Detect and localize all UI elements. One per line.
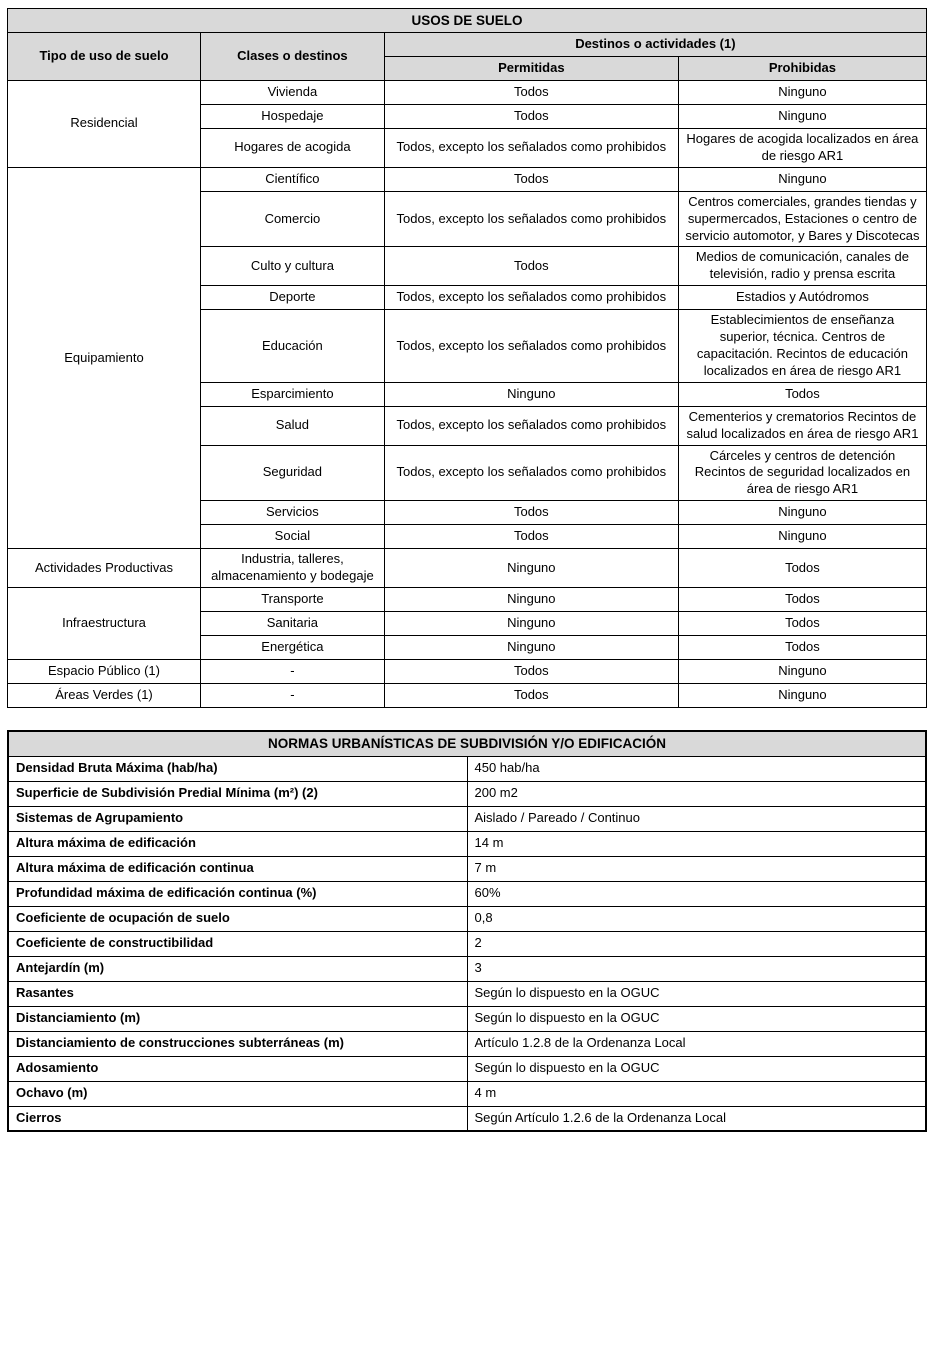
clase-cell: Educación — [200, 310, 384, 383]
header-destinos-actividades: Destinos o actividades (1) — [384, 33, 926, 57]
norma-label: Ochavo (m) — [8, 1081, 467, 1106]
clase-cell: Deporte — [200, 286, 384, 310]
page — [7, 8, 927, 1132]
table-row — [8, 956, 926, 981]
normas-title-row — [8, 731, 926, 756]
prohibidas-cell: Cárceles y centros de detención Recintos de seguridad localizados en área de riesgo AR1 — [678, 445, 926, 501]
norma-label: Coeficiente de ocupación de suelo — [8, 906, 467, 931]
table-row — [8, 549, 927, 588]
clase-cell: Sanitaria — [200, 612, 384, 636]
prohibidas-cell: Ninguno — [678, 525, 926, 549]
tipo-uso-cell: Áreas Verdes (1) — [8, 684, 201, 708]
prohibidas-cell: Medios de comunicación, canales de televisión, radio y prensa escrita — [678, 247, 926, 286]
table-row — [8, 1106, 926, 1131]
table-row — [8, 806, 926, 831]
norma-value: 2 — [467, 931, 926, 956]
permitidas-cell: Todos — [384, 684, 678, 708]
table-row — [8, 756, 926, 781]
clase-cell: Vivienda — [200, 81, 384, 105]
clase-cell: Hospedaje — [200, 105, 384, 129]
norma-label: Coeficiente de constructibilidad — [8, 931, 467, 956]
norma-label: Superficie de Subdivisión Predial Mínima (m²) (2) — [8, 781, 467, 806]
prohibidas-cell: Ninguno — [678, 167, 926, 191]
table-row — [8, 906, 926, 931]
norma-value: 7 m — [467, 856, 926, 881]
norma-label: Altura máxima de edificación — [8, 831, 467, 856]
clase-cell: Culto y cultura — [200, 247, 384, 286]
prohibidas-cell: Todos — [678, 612, 926, 636]
norma-label: Adosamiento — [8, 1056, 467, 1081]
header-permitidas: Permitidas — [384, 57, 678, 81]
permitidas-cell: Todos, excepto los señalados como prohibidos — [384, 129, 678, 168]
norma-value: Según lo dispuesto en la OGUC — [467, 981, 926, 1006]
clase-cell: Social — [200, 525, 384, 549]
table-row — [8, 81, 927, 105]
clase-cell: Seguridad — [200, 445, 384, 501]
clase-cell: Comercio — [200, 191, 384, 247]
permitidas-cell: Todos — [384, 81, 678, 105]
permitidas-cell: Ninguno — [384, 549, 678, 588]
norma-label: Rasantes — [8, 981, 467, 1006]
header-tipo-uso: Tipo de uso de suelo — [8, 33, 201, 81]
header-prohibidas: Prohibidas — [678, 57, 926, 81]
norma-value: 0,8 — [467, 906, 926, 931]
permitidas-cell: Todos — [384, 660, 678, 684]
table-row — [8, 1081, 926, 1106]
permitidas-cell: Ninguno — [384, 636, 678, 660]
table-row — [8, 856, 926, 881]
norma-value: 3 — [467, 956, 926, 981]
normas-table-body — [8, 756, 926, 1131]
usos-table-title: USOS DE SUELO — [8, 9, 927, 33]
permitidas-cell: Todos, excepto los señalados como prohibidos — [384, 191, 678, 247]
table-row — [8, 588, 927, 612]
prohibidas-cell: Todos — [678, 588, 926, 612]
prohibidas-cell: Cementerios y crematorios Recintos de salud localizados en área de riesgo AR1 — [678, 406, 926, 445]
table-row — [8, 981, 926, 1006]
table-row — [8, 167, 927, 191]
norma-label: Cierros — [8, 1106, 467, 1131]
normas-table-title: NORMAS URBANÍSTICAS DE SUBDIVISIÓN Y/O EDIFICACIÓN — [8, 731, 926, 756]
header-clases-destinos: Clases o destinos — [200, 33, 384, 81]
usos-table-body — [8, 81, 927, 708]
norma-value: 450 hab/ha — [467, 756, 926, 781]
norma-label: Densidad Bruta Máxima (hab/ha) — [8, 756, 467, 781]
prohibidas-cell: Ninguno — [678, 81, 926, 105]
table-row — [8, 831, 926, 856]
permitidas-cell: Todos — [384, 167, 678, 191]
tipo-uso-cell: Equipamiento — [8, 167, 201, 548]
clase-cell: - — [200, 660, 384, 684]
norma-label: Altura máxima de edificación continua — [8, 856, 467, 881]
norma-label: Distanciamiento de construcciones subterráneas (m) — [8, 1031, 467, 1056]
norma-value: Según lo dispuesto en la OGUC — [467, 1006, 926, 1031]
prohibidas-cell: Establecimientos de enseñanza superior, técnica. Centros de capacitación. Recintos de educación localizados en área de riesgo AR1 — [678, 310, 926, 383]
usos-header-row-1 — [8, 33, 927, 57]
tipo-uso-cell: Infraestructura — [8, 588, 201, 660]
prohibidas-cell: Centros comerciales, grandes tiendas y supermercados, Estaciones o centro de servicio automotor, y Bares y Discotecas — [678, 191, 926, 247]
norma-value: Según lo dispuesto en la OGUC — [467, 1056, 926, 1081]
prohibidas-cell: Todos — [678, 549, 926, 588]
norma-value: 4 m — [467, 1081, 926, 1106]
norma-value: 60% — [467, 881, 926, 906]
clase-cell: Salud — [200, 406, 384, 445]
norma-label: Distanciamiento (m) — [8, 1006, 467, 1031]
table-row — [8, 781, 926, 806]
permitidas-cell: Todos, excepto los señalados como prohibidos — [384, 445, 678, 501]
clase-cell: Industria, talleres, almacenamiento y bodegaje — [200, 549, 384, 588]
prohibidas-cell: Ninguno — [678, 660, 926, 684]
prohibidas-cell: Ninguno — [678, 684, 926, 708]
table-row — [8, 684, 927, 708]
permitidas-cell: Todos — [384, 105, 678, 129]
table-row — [8, 660, 927, 684]
clase-cell: Transporte — [200, 588, 384, 612]
norma-value: Artículo 1.2.8 de la Ordenanza Local — [467, 1031, 926, 1056]
prohibidas-cell: Todos — [678, 382, 926, 406]
permitidas-cell: Todos, excepto los señalados como prohibidos — [384, 406, 678, 445]
permitidas-cell: Ninguno — [384, 612, 678, 636]
clase-cell: Científico — [200, 167, 384, 191]
table-row — [8, 1031, 926, 1056]
clase-cell: Hogares de acogida — [200, 129, 384, 168]
usos-table-header — [8, 9, 927, 81]
permitidas-cell: Todos, excepto los señalados como prohibidos — [384, 286, 678, 310]
normas-table-header — [8, 731, 926, 756]
permitidas-cell: Todos — [384, 525, 678, 549]
permitidas-cell: Todos — [384, 501, 678, 525]
tipo-uso-cell: Residencial — [8, 81, 201, 168]
tipo-uso-cell: Actividades Productivas — [8, 549, 201, 588]
table-row — [8, 1056, 926, 1081]
prohibidas-cell: Hogares de acogida localizados en área de riesgo AR1 — [678, 129, 926, 168]
norma-value: 14 m — [467, 831, 926, 856]
prohibidas-cell: Todos — [678, 636, 926, 660]
norma-label: Profundidad máxima de edificación continua (%) — [8, 881, 467, 906]
table-row — [8, 931, 926, 956]
clase-cell: - — [200, 684, 384, 708]
table-row — [8, 881, 926, 906]
permitidas-cell: Ninguno — [384, 382, 678, 406]
permitidas-cell: Todos, excepto los señalados como prohibidos — [384, 310, 678, 383]
clase-cell: Energética — [200, 636, 384, 660]
permitidas-cell: Todos — [384, 247, 678, 286]
normas-urbanisticas-table — [7, 730, 927, 1132]
norma-label: Sistemas de Agrupamiento — [8, 806, 467, 831]
permitidas-cell: Ninguno — [384, 588, 678, 612]
table-row — [8, 1006, 926, 1031]
tipo-uso-cell: Espacio Público (1) — [8, 660, 201, 684]
norma-value: Aislado / Pareado / Continuo — [467, 806, 926, 831]
norma-label: Antejardín (m) — [8, 956, 467, 981]
clase-cell: Esparcimiento — [200, 382, 384, 406]
usos-de-suelo-table — [7, 8, 927, 708]
clase-cell: Servicios — [200, 501, 384, 525]
usos-title-row — [8, 9, 927, 33]
prohibidas-cell: Ninguno — [678, 501, 926, 525]
prohibidas-cell: Estadios y Autódromos — [678, 286, 926, 310]
norma-value: Según Artículo 1.2.6 de la Ordenanza Local — [467, 1106, 926, 1131]
norma-value: 200 m2 — [467, 781, 926, 806]
prohibidas-cell: Ninguno — [678, 105, 926, 129]
